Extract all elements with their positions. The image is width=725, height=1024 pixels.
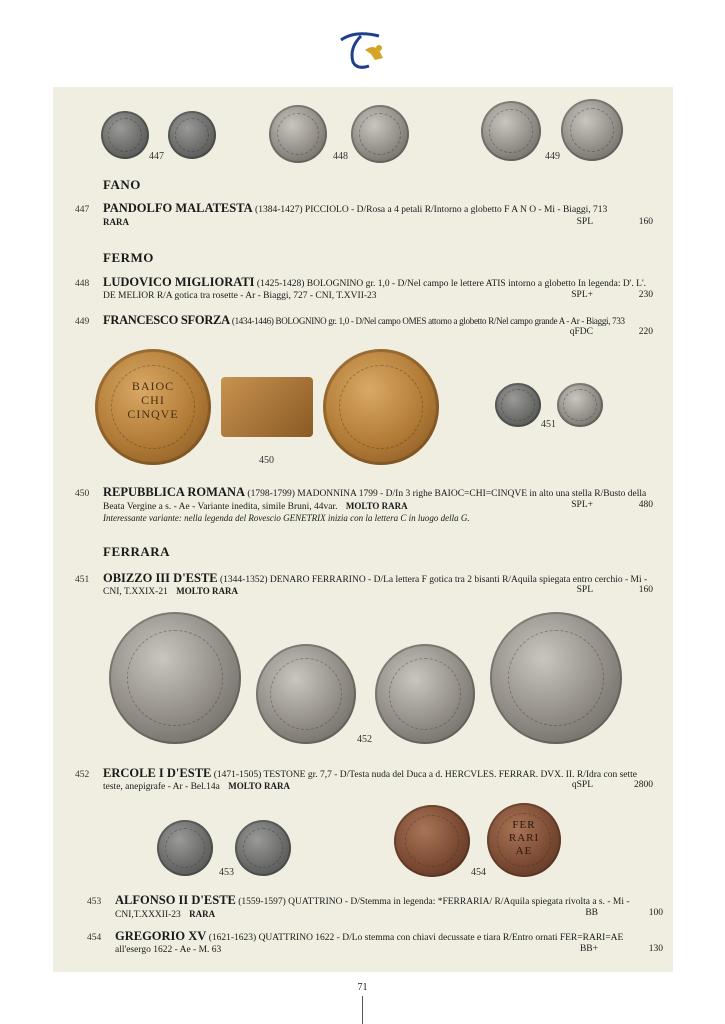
lot-451-line2 [103, 585, 238, 599]
lot-451-description: (1344-1352) DENARO FERRARINO - D/La lettera F gotica tra 2 bisanti R/Aquila spiegata entro cerchio - Mi - [220, 575, 648, 585]
coin-label-454: 454 [471, 867, 486, 878]
lot-454-name: GREGORIO XV [115, 929, 207, 943]
lot-450-name: REPUBBLICA ROMANA [103, 485, 246, 499]
coin-447-reverse [168, 111, 216, 159]
coin-452-reverse [375, 644, 475, 744]
lot-453-name: ALFONSO II D'ESTE [115, 893, 236, 907]
coin-label-449: 449 [545, 151, 560, 162]
lot-453-line1 [115, 894, 630, 909]
coin-451-obverse [495, 383, 541, 427]
lot-452-name: ERCOLE I D'ESTE [103, 766, 212, 780]
section-heading-fermo: FERMO [103, 250, 154, 265]
lot-454-line2 [115, 944, 221, 957]
coin-453-obverse [157, 820, 213, 876]
lot-450-rarity: MOLTO RARA [345, 501, 408, 511]
lot-number-454: 454 [87, 933, 102, 943]
lot-number-449: 449 [75, 317, 90, 327]
lot-447-line2 [103, 216, 129, 230]
lot-452-description: (1471-1505) TESTONE gr. 7,7 - D/Testa nuda del Duca a d. HERCVLES. FERRAR. DVX. II. R/Idra con sette [213, 770, 638, 780]
lot-450-line1 [103, 486, 646, 501]
lot-447-name: PANDOLFO MALATESTA [103, 201, 253, 215]
coin-label-453: 453 [219, 867, 234, 878]
footer-divider [362, 996, 363, 1024]
lot-448-line2 [103, 290, 377, 303]
lot-454-description-2: all'esergo 1622 - Ae - M. 63 [115, 945, 222, 955]
lot-450-description-2: Beata Vergine a s. - Ae - Variante inedita, simile Bruni, 44var. [103, 502, 338, 512]
lot-448-line1 [103, 276, 646, 291]
coin-452-reverse-large [490, 612, 622, 744]
coin-450-reverse [323, 349, 439, 465]
coin-label-448: 448 [333, 151, 348, 162]
lot-450-note: Interessante variante: nella legenda del Rovescio GENETRIX inizia con la lettera C in luogo della G. [103, 513, 470, 523]
coin-452-obverse-large [109, 612, 241, 744]
coin-452-obverse [256, 644, 356, 744]
lot-449-line1 [103, 314, 625, 329]
coin-454-reverse [487, 803, 561, 877]
coin-450-obverse [95, 349, 211, 465]
section-heading-fano: FANO [103, 177, 141, 192]
lot-448-description: (1425-1428) BOLOGNINO gr. 1,0 - D/Nel campo le lettere ATIS intorno a globetto In legenda: D'. L'. [256, 279, 647, 289]
lot-453-description-2: CNI,T.XXXII-23 [115, 910, 181, 920]
lot-451-description-2: CNI, T.XXIX-21 [103, 587, 168, 597]
coin-454-legend-ae: AE [515, 845, 533, 858]
lot-453-description: (1559-1597) QUATTRINO - D/Stemma in legenda: *FERRARIA/ R/Aquila spiegata rivolta a s. - Mi - [238, 897, 630, 907]
lot-448-name: LUDOVICO MIGLIORATI [103, 275, 255, 289]
catalogue-panel [53, 87, 673, 972]
lot-447-rarity: RARA [103, 217, 129, 227]
lot-454-grade: BB+ [579, 944, 598, 954]
lot-452-line2 [103, 780, 290, 794]
coin-449-obverse [481, 101, 541, 161]
lot-452-rarity: MOLTO RARA [228, 781, 290, 791]
lot-452-grade: qSPL [571, 780, 593, 790]
lot-number-448: 448 [75, 279, 90, 289]
coin-454-legend-fer: FER [512, 819, 536, 832]
lot-450-grade: SPL+ [571, 500, 593, 510]
coin-label-451: 451 [541, 419, 556, 430]
coin-450-legend-cinqve: CINQVE [127, 407, 179, 422]
lot-number-450: 450 [75, 489, 90, 499]
lot-448-price: 230 [638, 290, 653, 300]
coin-454-legend-rari: RARI [508, 832, 540, 845]
page-number: 71 [357, 982, 368, 993]
coin-448-obverse [269, 105, 327, 163]
coin-450-detail-enlargement [221, 377, 313, 437]
coin-449-reverse [561, 99, 623, 161]
lot-449-price: 220 [638, 327, 653, 337]
lot-number-447: 447 [75, 205, 90, 215]
lot-447-description: (1384-1427) PICCIOLO - D/Rosa a 4 petali R/Intorno a globetto F A N O - Mi - Biaggi, 713 [255, 205, 608, 215]
lot-453-price: 100 [648, 908, 663, 918]
coin-450-legend-baioc: BAIOC [131, 379, 175, 394]
lot-450-description: (1798-1799) MADONNINA 1799 - D/In 3 righe BAIOC=CHI=CINQVE in alto una stella R/Busto della [247, 489, 647, 499]
lot-453-line2 [115, 908, 215, 922]
lot-450-price: 480 [638, 500, 653, 510]
lot-453-grade: BB [585, 908, 598, 918]
lot-454-price: 130 [648, 944, 663, 954]
lot-454-description: (1621-1623) QUATTRINO 1622 - D/Lo stemma con chiavi decussate e tiara R/Entro ornati FER=RARI=AE [208, 933, 624, 943]
lot-448-grade: SPL+ [571, 290, 593, 300]
lot-number-451: 451 [75, 575, 90, 585]
coin-448-reverse [351, 105, 409, 163]
lot-454-line1 [115, 930, 623, 945]
coin-label-447: 447 [149, 151, 164, 162]
lot-453-rarity: RARA [189, 909, 216, 919]
lot-447-price: 160 [638, 217, 653, 227]
lot-449-grade: qFDC [569, 327, 593, 337]
lot-451-rarity: MOLTO RARA [176, 586, 238, 596]
lot-447-grade: SPL [576, 217, 593, 227]
lot-449-description: (1434-1446) BOLOGNINO gr. 1,0 - D/Nel campo OMES attorno a globetto R/Nel campo grande A - Ar - Biaggi, 733 [231, 316, 625, 326]
coin-label-450: 450 [259, 455, 274, 466]
lot-451-grade: SPL [576, 585, 593, 595]
catalogue-monogram-logo [335, 28, 391, 72]
coin-451-reverse [557, 383, 603, 427]
lot-451-name: OBIZZO III D'ESTE [103, 571, 218, 585]
coin-450-legend-chi: CHI [141, 393, 165, 408]
lot-452-description-2: teste, anepigrafe - Ar - Bel.14a [103, 782, 220, 792]
lot-number-453: 453 [87, 897, 102, 907]
coin-label-452: 452 [357, 734, 372, 745]
section-heading-ferrara: FERRARA [103, 544, 171, 559]
lot-number-452: 452 [75, 770, 90, 780]
lot-451-price: 160 [638, 585, 653, 595]
coin-447-obverse [101, 111, 149, 159]
lot-449-name: FRANCESCO SFORZA [103, 313, 230, 327]
lot-447-line1 [103, 202, 607, 217]
coin-453-reverse [235, 820, 291, 876]
coin-454-obverse [394, 805, 470, 877]
lot-452-price: 2800 [634, 780, 653, 790]
lot-448-description-2: DE MELIOR R/A gotica tra rosette - Ar - Biaggi, 727 - CNI, T.XVII-23 [103, 291, 377, 301]
